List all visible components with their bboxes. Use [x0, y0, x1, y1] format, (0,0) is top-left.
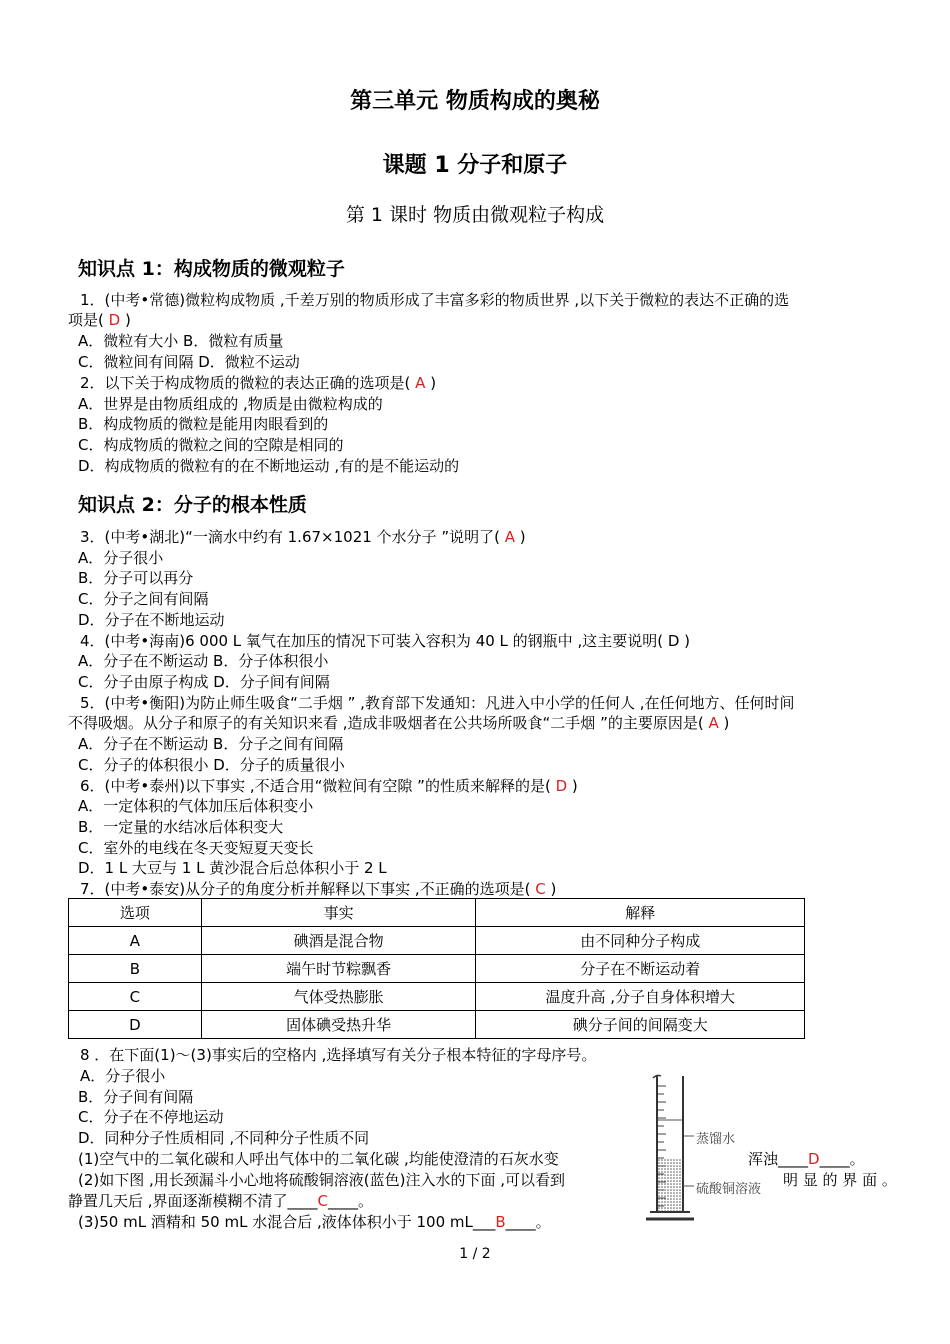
- answer-8-1: D: [808, 1150, 820, 1168]
- question-1-stem: 1．(中考•常德)微粒构成物质 ,千差万别的物质形成了丰富多彩的物质世界 ,以下关于微粒的表达不正确的选: [80, 291, 790, 309]
- question-6-option-c: C．室外的电线在冬天变短夏天变长: [78, 839, 314, 857]
- answer-1: D: [108, 311, 121, 329]
- answer-8-3: B: [495, 1213, 506, 1231]
- question-5-options-cd: C．分子的体积很小 D．分子的质量很小: [78, 756, 345, 774]
- table-cell: B: [69, 955, 202, 983]
- question-5-options-ab: A．分子在不断运动 B．分子之间有间隔: [78, 735, 344, 753]
- page-number: 1 / 2: [459, 1246, 491, 1262]
- answer-7: C: [535, 880, 546, 898]
- question-5-stem: 5．(中考•衡阳)为防止师生吸食“二手烟 ” ,教育部下发通知：凡进入中小学的任何人 ,在任何地方、任何时间: [80, 694, 795, 712]
- question-2-stem: 2．以下关于构成物质的微粒的表达正确的选项是( A ): [80, 374, 437, 392]
- question-3-stem: 3．(中考•湖北)“一滴水中约有 1.67×1021 个水分子 ”说明了( A ): [80, 528, 526, 546]
- question-8-part-1: (1)空气中的二氧化碳和人呼出气体中的二氧化碳 ,均能使澄清的石灰水变: [78, 1150, 559, 1168]
- question-4-options-cd: C．分子由原子构成 D．分子间有间隔: [78, 673, 330, 691]
- question-4-options-ab: A．分子在不断运动 B．分子体积很小: [78, 652, 329, 670]
- question-3-option-b: B．分子可以再分: [78, 569, 194, 587]
- answer-6: D: [555, 777, 568, 795]
- table-cell: 碘分子间的间隔变大: [476, 1011, 805, 1039]
- table-header-row: [69, 899, 805, 927]
- graduated-cylinder-icon: [640, 1072, 790, 1230]
- question-8-stem: 8 ．在下面(1)～(3)事实后的空格内 ,选择填写有关分子根本特征的字母序号。: [80, 1046, 597, 1064]
- question-1-stem-cont: 项是( D ): [68, 311, 131, 329]
- table-cell: 温度升高 ,分子自身体积增大: [476, 983, 805, 1011]
- period-title: 第 1 课时 物质由微观粒子构成: [345, 204, 605, 226]
- cylinder-figure: [640, 1072, 790, 1230]
- table-row: [69, 1011, 805, 1039]
- lesson-title: 课题 1 分子和原子: [382, 153, 568, 178]
- answer-5: A: [708, 714, 719, 732]
- table-cell: 碘酒是混合物: [201, 927, 476, 955]
- question-8-part-2-tail: 明 显 的 界 面 。: [783, 1171, 897, 1189]
- question-3-option-a: A．分子很小: [78, 549, 164, 567]
- answer-4: D: [667, 632, 680, 650]
- answer-2: A: [415, 374, 426, 392]
- table-cell: 分子在不断运动着: [476, 955, 805, 983]
- question-6-stem: 6．(中考•泰州)以下事实 ,不适合用“微粒间有空隙 ”的性质来解释的是( D ): [80, 777, 578, 795]
- figure-label-water: 蒸馏水: [696, 1132, 736, 1147]
- question-3-option-d: D．分子在不断地运动: [78, 611, 225, 629]
- table-header-cell: 解释: [476, 899, 805, 927]
- question-2-option-d: D．构成物质的微粒有的在不断地运动 ,有的是不能运动的: [78, 457, 460, 475]
- figure-label-solution: 硫酸铜溶液: [696, 1182, 762, 1197]
- question-8-option-c: C．分子在不停地运动: [78, 1108, 224, 1126]
- table-cell: 气体受热膨胀: [201, 983, 476, 1011]
- question-4-stem: 4．(中考•海南)6 000 L 氧气在加压的情况下可装入容积为 40 L 的钢瓶中 ,这主要说明( D ): [80, 632, 691, 650]
- table-cell: D: [69, 1011, 202, 1039]
- question-8-option-d: D．同种分子性质相同 ,不同种分子性质不同: [78, 1129, 370, 1147]
- question-8-part-1-tail: 浑浊____D____。: [748, 1150, 865, 1168]
- table-cell: 端午时节粽飘香: [201, 955, 476, 983]
- question-7-table: [68, 898, 805, 1039]
- table-row: [69, 983, 805, 1011]
- question-3-option-c: C．分子之间有间隔: [78, 590, 209, 608]
- table-cell: 固体碘受热升华: [201, 1011, 476, 1039]
- table-row: [69, 927, 805, 955]
- question-6-option-b: B．一定量的水结冰后体积变大: [78, 818, 284, 836]
- question-2-option-c: C．构成物质的微粒之间的空隙是相同的: [78, 436, 344, 454]
- question-7-stem: 7．(中考•泰安)从分子的角度分析并解释以下事实 ,不正确的选项是( C ): [80, 880, 557, 898]
- answer-3: A: [504, 528, 515, 546]
- question-1-options-cd: C．微粒间有间隔 D．微粒不运动: [78, 353, 300, 371]
- answer-8-2: C: [317, 1192, 329, 1210]
- table-header-cell: 选项: [69, 899, 202, 927]
- unit-title: 第三单元 物质构成的奥秘: [350, 89, 600, 114]
- table-header-cell: 事实: [201, 899, 476, 927]
- section-heading-2: 知识点 2：分子的根本性质: [78, 494, 307, 516]
- question-2-option-b: B．构成物质的微粒是能用肉眼看到的: [78, 415, 329, 433]
- question-2-option-a: A．世界是由物质组成的 ,物质是由微粒构成的: [78, 395, 383, 413]
- question-8-part-2-cont: 静置几天后 ,界面逐渐模糊不清了____C____。: [68, 1192, 374, 1210]
- question-8-part-3: (3)50 mL 酒精和 50 mL 水混合后 ,液体体积小于 100 mL___B____。: [78, 1213, 551, 1231]
- table-cell: C: [69, 983, 202, 1011]
- question-1-options-ab: A．微粒有大小 B．微粒有质量: [78, 332, 284, 350]
- question-5-stem-cont: 不得吸烟。从分子和原子的有关知识来看 ,造成非吸烟者在公共场所吸食“二手烟 ”的主要原因是( A ): [68, 714, 730, 732]
- question-6-option-a: A．一定体积的气体加压后体积变小: [78, 797, 314, 815]
- question-8-part-2: (2)如下图 ,用长颈漏斗小心地将硫酸铜溶液(蓝色)注入水的下面 ,可以看到: [78, 1171, 566, 1189]
- question-6-option-d: D．1 L 大豆与 1 L 黄沙混合后总体积小于 2 L: [78, 859, 387, 877]
- table-row: [69, 955, 805, 983]
- question-8-option-b: B．分子间有间隔: [78, 1088, 194, 1106]
- question-8-option-a: A．分子很小: [80, 1067, 166, 1085]
- table-cell: 由不同种分子构成: [476, 927, 805, 955]
- section-heading-1: 知识点 1：构成物质的微观粒子: [78, 258, 345, 280]
- table-cell: A: [69, 927, 202, 955]
